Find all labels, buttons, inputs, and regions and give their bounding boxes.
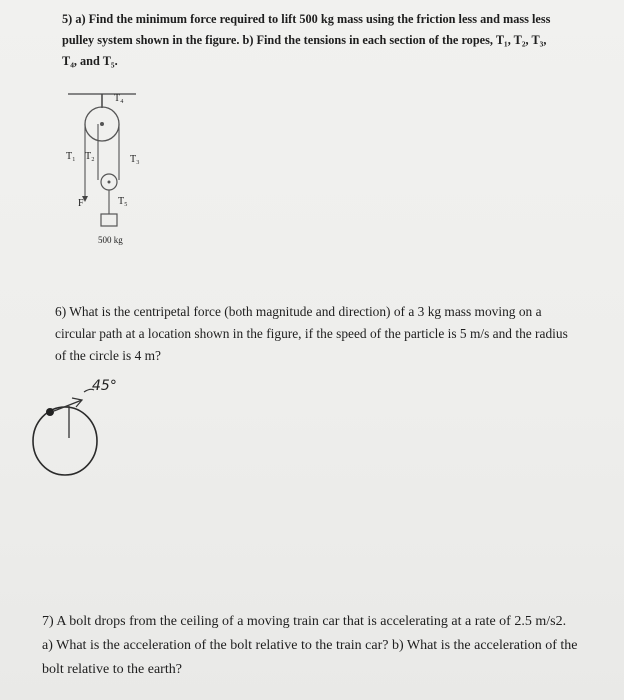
label-t5: T₅ xyxy=(118,196,128,207)
angle-label: 45° xyxy=(92,378,117,394)
label-t1: T₁ xyxy=(66,151,76,162)
pulley-figure xyxy=(58,86,158,256)
pulley-diagram xyxy=(58,86,158,256)
label-t4: T₄ xyxy=(114,93,124,104)
question-5-line-3: T₄, and T₅. xyxy=(62,54,118,68)
label-mass: 500 kg xyxy=(98,235,123,245)
question-5 xyxy=(62,9,582,72)
question-7-line-3: bolt relative to the earth? xyxy=(42,662,182,677)
circle-figure xyxy=(32,376,152,486)
question-5-line-1: 5) a) Find the minimum force required to lift 500 kg mass using the friction less and mass less xyxy=(62,12,551,26)
question-6 xyxy=(55,301,611,367)
question-6-line-2: circular path at a location shown in the figure, if the speed of the particle is 5 m/s and the radius xyxy=(55,326,568,341)
mass-block xyxy=(101,214,117,226)
particle xyxy=(46,408,54,416)
question-6-line-3: of the circle is 4 m? xyxy=(55,348,161,363)
label-t2: T₂ xyxy=(85,151,95,162)
lower-pulley-axle xyxy=(108,181,111,184)
circular-path xyxy=(33,407,97,475)
question-7 xyxy=(42,610,620,682)
label-t3: T₃ xyxy=(130,154,140,165)
question-7-line-2: a) What is the acceleration of the bolt relative to the train car? b) What is the acceleration of the xyxy=(42,638,578,653)
question-7-line-1: 7) A bolt drops from the ceiling of a moving train car that is accelerating at a rate of 2.5 m/s2. xyxy=(42,614,567,629)
upper-pulley-axle xyxy=(100,122,104,126)
question-6-line-1: 6) What is the centripetal force (both magnitude and direction) of a 3 kg mass moving on a xyxy=(55,304,542,319)
question-5-line-2: pulley system shown in the figure. b) Find the tensions in each section of the ropes, T₁, T₂, T₃, xyxy=(62,33,547,47)
label-f: F xyxy=(78,198,84,209)
